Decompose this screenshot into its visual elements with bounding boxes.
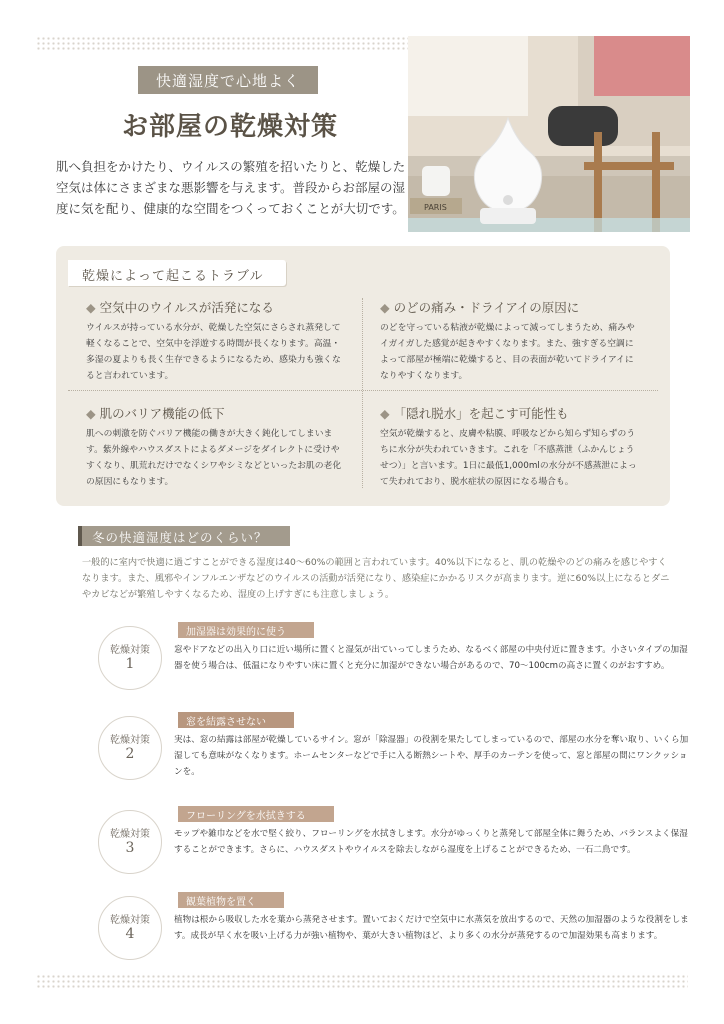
measure-text: 窓やドアなどの出入り口に近い場所に置くと湿気が出ていってしまうため、なるべく部屋の中央付近に置きます。小さいタイプの加湿器を使う場合は、低温になりやすい床に置くと充分に加湿ができない場合があるので、70〜100cmの高さに置くのがおすすめ。	[174, 645, 688, 671]
horizontal-divider	[68, 390, 658, 391]
measure-item	[98, 806, 688, 878]
humidifier-illustration	[408, 36, 690, 232]
measure-title: 観葉植物を置く	[178, 892, 284, 908]
trouble-heading-tab	[68, 260, 286, 286]
measure-text: モップや雑巾などを水で堅く絞り、フローリングを水拭きします。水分がゆっくりと蒸発して部屋全体に舞うため、バランスよく保湿することができます。さらに、ハウスダストやウイルスを除去しながら湿度を上げることができるため、一石二鳥です。	[174, 829, 688, 855]
winter-paragraph: 一般的に室内で快適に過ごすことができる湿度は40〜60%の範囲と言われています。40%以下になると、肌の乾燥やのどの痛みを感じやすくなります。また、風邪やインフルエンザなどのウイルスの活動が活発になり、感染症にかかるリスクが高まります。逆に60%以上になるとダニやカビなどが繁殖しやすくなるため、湿度の上げすぎにも注意しましょう。	[82, 557, 670, 600]
header-ribbon-tag	[138, 66, 318, 94]
measure-text: 植物は根から吸収した水を葉から蒸発させます。置いておくだけで空気中に水蒸気を放出するので、天然の加湿器のような役割をします。成長が早く水を吸い上げる力が強い植物や、葉が大きい植物ほど、より多くの水分が蒸発するので加湿効果も高まります。	[174, 915, 689, 941]
measure-item	[98, 892, 688, 964]
trouble-item	[86, 404, 348, 490]
vertical-divider	[362, 298, 363, 488]
trouble-item	[380, 298, 642, 384]
bottom-dot-border	[36, 974, 688, 988]
trouble-item-text: 肌への刺激を防ぐバリア機能の働きが大きく鈍化してしまいます。紫外線やハウスダストによるダメージをダイレクトに受けやすくなり、肌荒れだけでなくシワやシミなどといったお肌の老化の原因にもなります。	[86, 429, 342, 487]
measure-title: 加湿器は効果的に使う	[178, 622, 314, 638]
measure-title: フローリングを水拭きする	[178, 806, 334, 822]
header-tag-text: 快適湿度で心地よく	[155, 71, 300, 90]
trouble-item-text: のどを守っている粘液が乾燥によって減ってしまうため、痛みやイガイガした感覚が起きやすくなります。また、強すぎる空調によって部屋が極端に乾燥すると、目の表面が乾いてドライアイになりやすくなります。	[380, 323, 635, 381]
measure-title: 窓を結露させない	[178, 712, 294, 728]
measure-circle	[98, 810, 162, 874]
trouble-title-text: のどの痛み・ドライアイの原因に	[393, 300, 580, 315]
trouble-item-title	[380, 298, 642, 316]
measure-text: 実は、窓の結露は部屋が乾燥しているサイン。窓が「除湿器」の役割を果たしてしまっているので、部屋の水分を奪い取り、いくら加湿しても意味がなくなります。ホームセンターなどで手に入る断熱シートや、厚手のカーテンを使って、窓と部屋の間にワンクッションを。	[174, 735, 689, 777]
measure-item	[98, 712, 688, 784]
trouble-item-text: 空気が乾燥すると、皮膚や粘膜、呼吸などから知らず知らずのうちに水分が失われていきます。これを「不感蒸泄（ふかんじょうせつ）」と言います。1日に最低1,000mlの水分が不感蒸泄によって失われており、脱水症状の原因になる場合も。	[380, 429, 637, 487]
diamond-icon: ◆	[86, 406, 96, 421]
page-title: お部屋の乾燥対策	[121, 112, 338, 142]
intro-paragraph: 肌へ負担をかけたり、ウイルスの繁殖を招いたりと、乾燥した空気は体にさまざまな悪影響を与えます。普段からお部屋の湿度に気を配り、健康的な空間をつくっておくことが大切です。	[56, 159, 406, 216]
measure-circle	[98, 896, 162, 960]
measure-number: 2	[125, 746, 135, 762]
measure-label: 乾燥対策	[110, 829, 150, 840]
book-text: PARIS	[424, 203, 447, 212]
diamond-icon: ◆	[380, 406, 390, 421]
trouble-item-title	[86, 298, 348, 316]
measure-circle	[98, 716, 162, 780]
measure-label: 乾燥対策	[110, 915, 150, 926]
humidifier-photo	[408, 36, 690, 232]
winter-heading: 冬の快適湿度はどのくらい？	[92, 530, 268, 545]
measure-item	[98, 622, 688, 694]
diamond-icon: ◆	[380, 300, 390, 315]
measure-number: 4	[125, 926, 135, 942]
measure-circle	[98, 626, 162, 690]
trouble-item	[86, 298, 348, 384]
trouble-item-title	[380, 404, 642, 422]
trouble-title-text: 肌のバリア機能の低下	[99, 406, 225, 421]
measure-number: 1	[125, 656, 135, 672]
trouble-heading: 乾燥によって起こるトラブル	[82, 269, 264, 284]
trouble-item-text: ウイルスが持っている水分が、乾燥した空気にさらされ蒸発して軽くなることで、空気中を浮遊する時間が長くなります。高温・多湿の夏よりも長く生存できるようになるため、感染力も強くなると言われています。	[86, 323, 341, 381]
trouble-item	[380, 404, 642, 490]
trouble-item-title	[86, 404, 348, 422]
trouble-title-text: 「隠れ脱水」を起こす可能性も	[393, 406, 569, 421]
measure-number: 3	[125, 840, 135, 856]
measure-label: 乾燥対策	[110, 735, 150, 746]
winter-heading-bar	[78, 526, 290, 546]
trouble-title-text: 空気中のウイルスが活発になる	[99, 300, 274, 315]
measure-label: 乾燥対策	[110, 645, 150, 656]
diamond-icon: ◆	[86, 300, 96, 315]
